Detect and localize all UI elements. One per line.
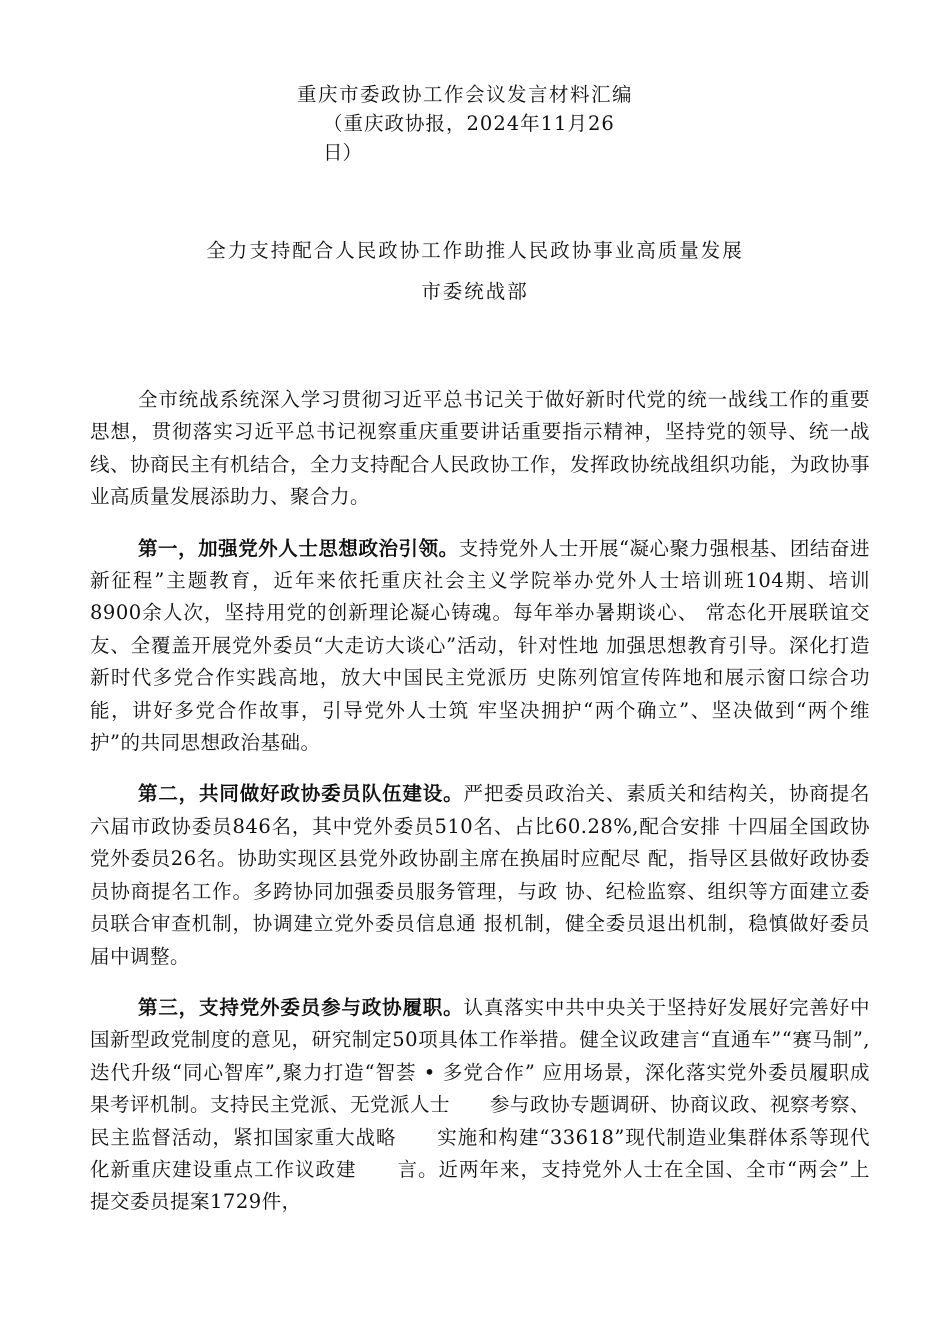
section-heading: 第三，支持党外委员参与政协履职。: [138, 995, 464, 1019]
intro-paragraph: 全市统战系统深入学习贯彻习近平总书记关于做好新时代党的统一战线工作的重要思想，贯彻落实习近平总书记视察重庆重要讲话重要指示精神，坚持党的领导、统一战线、协商民主有机结合，全力支持配合人民政协工作，发挥政协统战组织功能，为政协事业高质量发展添助力、聚合力。: [90, 388, 871, 509]
section-paragraph: [90, 533, 870, 760]
section-text: 支持党外人士开展“凝心聚力强根基、团结奋进新征程”主题教育，近年来依托重庆社会主义学院举办党外人士培训班104期、培训8900余人次，坚持用党的创新理论凝心铸魂。每年举办暑期谈心、 常态化开展联谊交友、全覆盖开展党外委员“大走访大谈心”活动，针对性地 加强思想教育引导。深化打造新时代多党合作实践高地，放大中国民主党派历 史陈列馆宣传阵地和展示窗口综合功能，讲好多党合作故事，引导党外人士筑 牢坚决拥护“两个确立”、坚决做到“两个维护”的共同思想政治基础。: [90, 536, 870, 755]
document-header: [297, 80, 633, 167]
section-text: 严把委员政治关、素质关和结构关，协商提名六届市政协委员846名，其中党外委员510名、占比60.28%,配合安排 十四届全国政协党外委员26名。协助实现区县党外政协副主席在换届时应配尽 配，指导区县做好政协委员协商提名工作。多跨协同加强委员服务管理，与政 协、纪检监察、组织等方面建立委员联合审查机制，协调建立党外委员信息通 报机制，健全委员退出机制，稳慎做好委员届中调整。: [90, 782, 870, 968]
section-paragraph: [90, 778, 870, 972]
article-body: [90, 384, 870, 1238]
section-text: 认真落实中共中央关于坚持好发展好完善好中国新型政党制度的意见，研究制定50项具体工作举措。健全议政建言“直通车”“赛马制”,迭代升级“同心智库”,聚力打造“智荟 • 多党合作” 应用场景，深化落实党外委员履职成果考评机制。支持民主党派、无党派人士 参与政协专题调研、协商议政、视察考察、民主监督活动，紧扣国家重大战略 实施和构建“33618”现代制造业集群体系等现代化新重庆建设重点工作议政建 言。近两年来，支持党外人士在全国、全市“两会”上提交委员提案1729件，: [90, 995, 871, 1214]
article-title: 全力支持配合人民政协工作助推人民政协事业高质量发展: [206, 239, 744, 262]
section-paragraph: [90, 992, 870, 1219]
section-heading: 第一，加强党外人士思想政治引领。: [138, 536, 459, 560]
header-line-2: （重庆政协报，2024年11月26: [323, 112, 615, 135]
header-line-3: 日）: [323, 141, 363, 164]
header-line-1: 重庆市委政协工作会议发言材料汇编: [297, 83, 634, 106]
article-author: 市委统战部: [421, 280, 529, 303]
section-heading: 第二，共同做好政协委员队伍建设。: [138, 782, 464, 806]
